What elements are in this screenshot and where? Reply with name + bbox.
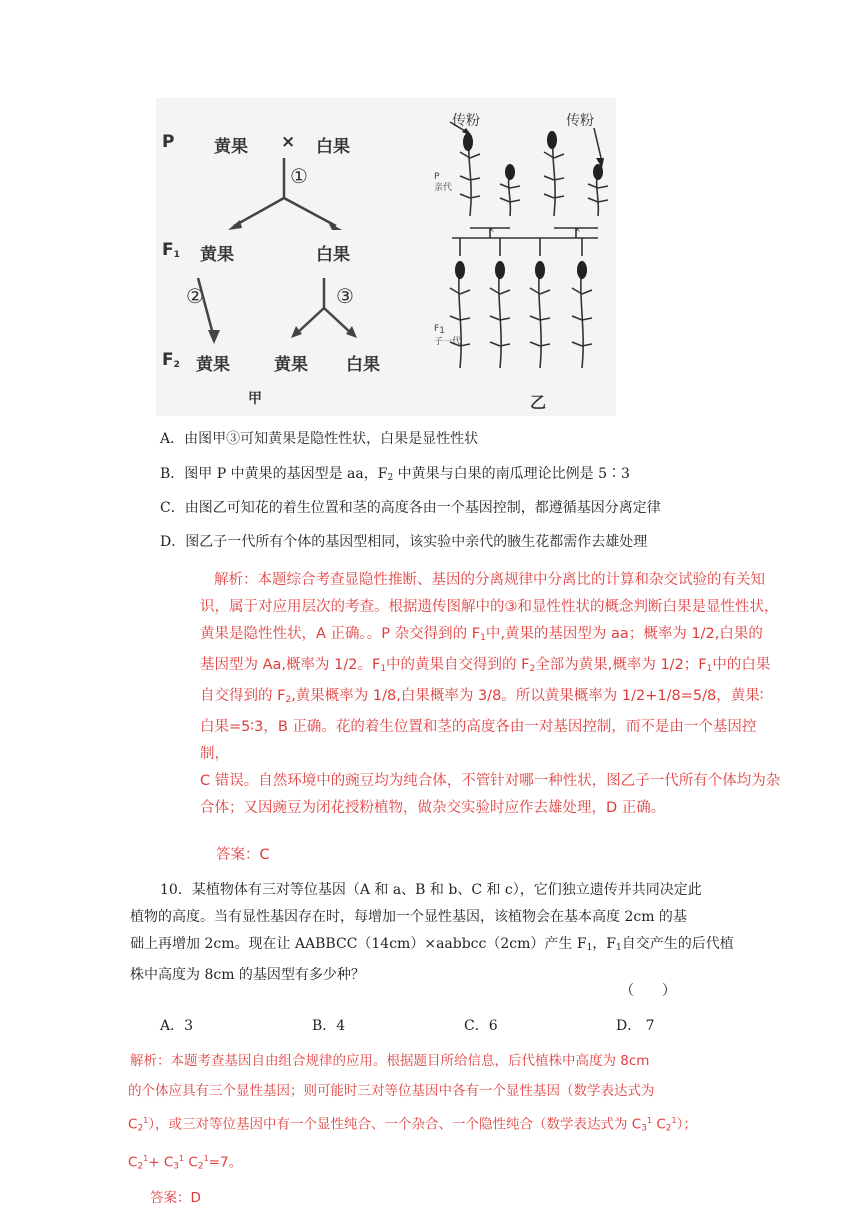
q9-analysis-line3: 黄果是隐性性状，A 正确。。P 杂交得到的 $F_1$中,黄果的基因型为 aa；概率为 1/2,白果的 [200,626,763,643]
q10-paren: （ ） [620,983,676,999]
fig-jia-f1-left: 黄果 [200,245,234,265]
q10-stem [130,877,800,989]
q9-option-a: A．由图甲③可知黄果是隐性性状，白果是显性性状 [160,431,479,447]
fig-yi-plants [432,98,616,416]
q10-line4: 株中高度为 8cm 的基因型有多少种？ [130,967,365,983]
fig-jia-f2-label: $F_2$ [162,350,180,370]
fig-jia-f1-right: 白果 [316,245,350,265]
q9-analysis-line6: 白果=5∶3，B 正确。花的着生位置和茎的高度各由一对基因控制，而不是由一个基因控制， [200,719,757,762]
q9-analysis [200,567,784,822]
q9-analysis-line4: 基因型为 Aa,概率为 1/2。$F_1$中的黄果自交得到的 $F_2$全部为黄果,概率为 1/2；$F_1$中的白果 [200,657,771,674]
q10-analysis-line3: $C_2^1$），或三对等位基因中有一个显性纯合、一个杂合、一个隐性纯合（数学表达式为 $C_3^1$ $C_2^1$）； [128,1116,697,1134]
svg-text:×: × [488,225,495,234]
q9-answer: 答案：C [216,847,270,863]
fig-jia-p-label: P [162,132,175,152]
fig-jia-caption: 甲 [248,391,262,407]
q10-option-b: B．4 [312,1018,346,1034]
fig-jia-step3: ③ [336,284,354,308]
q10-option-c: C．6 [464,1018,498,1034]
fig-yi [432,98,616,416]
q9-option-b: B．图甲 P 中黄果的基因型是 aa，$F_2$ 中黄果与白果的南瓜理论比例是 5∶3 [160,466,630,483]
q10-answer: 答案：D [150,1190,201,1206]
q10-analysis-line4: $C_2^1+ C_3^1$ $C_2^1=7$。 [128,1153,243,1171]
q9-analysis-line1: 解析：本题综合考查显隐性推断、基因的分离规律中分离比的计算和杂交试验的有关知 [214,572,765,588]
fig-yi-caption: 乙 [530,393,547,412]
fig-yi-p-label: P 亲代 [434,172,453,193]
fig-jia-p-left: 黄果 [214,137,248,157]
svg-text:×: × [574,225,581,234]
genetics-figure [156,98,616,416]
fig-jia-cross: × [281,132,296,152]
q9-analysis-line2: 识，属于对应用层次的考查。根据遗传图解中的③和显性性状的概念判断白果是显性性状， [200,599,779,615]
fig-jia-f2-b: 黄果 [274,355,308,375]
q9-analysis-line8: 合体；又因豌豆为闭花授粉植物，做杂交实验时应作去雄处理，D 正确。 [200,800,666,816]
fig-jia-f2-a: 黄果 [196,355,230,375]
fig-jia-f2-c: 白果 [346,355,380,375]
fig-yi-pollinate-left: 传粉 [452,113,480,129]
fig-jia-step2: ② [186,284,204,308]
q10-line2: 植物的高度。当有显性基因存在时，每增加一个显性基因，该植物会在基本高度 2cm 的基 [130,909,687,925]
q9-option-d: D．图乙子一代所有个体的基因型相同，该实验中亲代的腋生花都需作去雄处理 [160,534,648,550]
q10-option-a: A．3 [160,1018,194,1034]
fig-jia-p-right: 白果 [316,137,350,157]
q10-line1: 10．某植物体有三对等位基因（A 和 a、B 和 b、C 和 c），它们独立遗传并共同决定此 [160,882,702,898]
q10-option-d: D． 7 [616,1018,655,1034]
q9-option-c: C．由图乙可知花的着生位置和茎的高度各由一个基因控制，都遵循基因分离定律 [160,500,661,516]
fig-jia-step1: ① [290,164,308,188]
q9-analysis-line5: 自交得到的 $F_2$,黄果概率为 1/8,白果概率为 3/8。所以黄果概率为 1/2+1/8=5/8，黄果∶ [200,688,764,705]
q10-line3: 础上再增加 2cm。现在让 AABBCC（14cm）×aabbcc（2cm）产生 $F_1$，$F_1$自交产生的后代植 [130,936,734,953]
fig-yi-pollinate-right: 传粉 [566,113,594,129]
q10-analysis-line1: 解析：本题考查基因自由组合规律的应用。根据题目所给信息，后代植株中高度为 8cm [130,1053,650,1069]
fig-yi-f1-label: $F_1$ 子一代 [434,324,462,347]
q10-analysis [128,1046,748,1181]
fig-jia-f1-label: $F_1$ [162,240,180,260]
q9-analysis-line7: C 错误。自然环境中的豌豆均为纯合体，不管针对哪一种性状，图乙子一代所有个体均为杂 [200,773,781,789]
q10-analysis-line2: 的个体应具有三个显性基因；则可能时三对等位基因中各有一个显性基因（数学表达式为 [128,1083,655,1099]
